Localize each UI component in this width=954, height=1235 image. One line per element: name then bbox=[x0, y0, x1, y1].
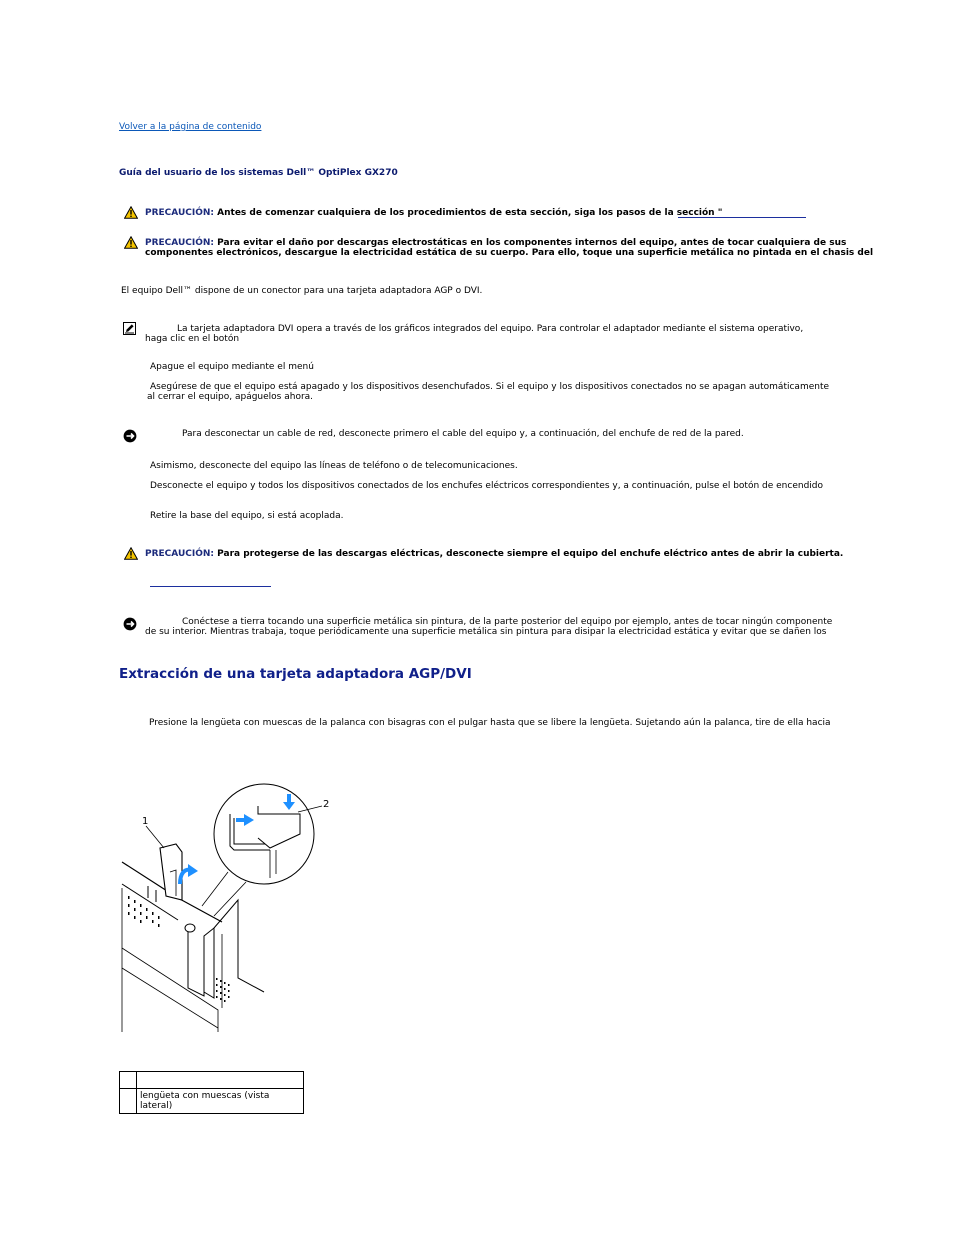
figure-legend-table bbox=[119, 1071, 304, 1114]
callout-2: 2 bbox=[323, 799, 330, 810]
open-cover-link-underline[interactable] bbox=[150, 586, 271, 587]
table-row bbox=[120, 1072, 304, 1089]
legend-number bbox=[120, 1089, 137, 1114]
caution-label: PRECAUCIÓN: bbox=[145, 549, 215, 559]
caution-icon bbox=[124, 236, 138, 249]
caution-icon bbox=[124, 206, 138, 219]
table-row bbox=[120, 1089, 304, 1114]
notice-network-cable: Para desconectar un cable de red, desconecte primero el cable del equipo y, a continuación, del enchufe de red de la pared. bbox=[182, 429, 744, 439]
step-disconnect-phone: Asimismo, desconecte del equipo las líneas de teléfono o de telecomunicaciones. bbox=[150, 461, 518, 471]
notice-icon bbox=[123, 617, 137, 631]
document-title: Guía del usuario de los sistemas Dell™ OptiPlex GX270 bbox=[119, 168, 398, 178]
back-to-contents-link[interactable]: Volver a la página de contenido bbox=[119, 122, 262, 132]
legend-label: lengüeta con muescas (vista lateral) bbox=[137, 1089, 304, 1114]
step-verify-off-line-2: al cerrar el equipo, apáguelos ahora. bbox=[147, 392, 314, 402]
caution-2-line-1 bbox=[145, 238, 846, 248]
notice-ground-line-2: de su interior. Mientras trabaja, toque periódicamente una superficie metálica sin pintura para disipar la electricidad estática y evitar que se dañen los bbox=[145, 627, 827, 637]
note-line-1: La tarjeta adaptadora DVI opera a través de los gráficos integrados del equipo. Para controlar el adaptador mediante el sistema operativo, bbox=[177, 324, 804, 334]
caution-3-text bbox=[145, 549, 843, 559]
caution-icon bbox=[124, 547, 138, 560]
caution-body: Para evitar el daño por descargas electrostáticas en los componentes internos del equipo, antes de tocar cualquiera de sus bbox=[217, 238, 847, 248]
legend-number bbox=[120, 1072, 137, 1089]
caution-1-link-underline[interactable] bbox=[678, 217, 806, 218]
notice-ground-line-1: Conéctese a tierra tocando una superficie metálica sin pintura, de la parte posterior del equipo por ejemplo, antes de tocar ningún componente bbox=[182, 617, 833, 627]
note-pencil-icon bbox=[123, 322, 136, 335]
caution-body: Antes de comenzar cualquiera de los procedimientos de esta sección, siga los pasos de la sección " bbox=[217, 208, 723, 218]
caution-2-line-2: componentes electrónicos, descargue la electricidad estática de su cuerpo. Para ello, toque una superficie metálica no pintada en el chasis del bbox=[145, 248, 874, 258]
caution-1-text bbox=[145, 208, 722, 218]
notice-icon bbox=[123, 429, 137, 443]
section-heading: Extracción de una tarjeta adaptadora AGP/DVI bbox=[119, 666, 472, 682]
caution-body: Para protegerse de las descargas eléctricas, desconecte siempre el equipo del enchufe eléctrico antes de abrir la cubierta. bbox=[217, 549, 844, 559]
caution-label: PRECAUCIÓN: bbox=[145, 208, 215, 218]
step-remove-stand: Retire la base del equipo, si está acoplada. bbox=[150, 511, 344, 521]
removal-step: Presione la lengüeta con muescas de la palanca con bisagras con el pulgar hasta que se libere la lengüeta. Sujetando aún la palanca, tire de ella hacia bbox=[149, 718, 831, 728]
step-shutdown: Apague el equipo mediante el menú bbox=[150, 362, 314, 372]
step-verify-off-line-1: Asegúrese de que el equipo está apagado y los dispositivos desenchufados. Si el equipo y los dispositivos conectados no se apagan automáticamente bbox=[150, 382, 830, 392]
callout-1: 1 bbox=[142, 816, 149, 827]
step-unplug: Desconecte el equipo y todos los dispositivos conectados de los enchufes eléctricos correspondientes y, a continuación, pulse el botón de encendido bbox=[150, 481, 823, 491]
agp-card-removal-illustration bbox=[118, 778, 334, 1032]
intro-paragraph: El equipo Dell™ dispone de un conector para una tarjeta adaptadora AGP o DVI. bbox=[121, 286, 483, 296]
caution-label: PRECAUCIÓN: bbox=[145, 238, 215, 248]
legend-label bbox=[137, 1072, 304, 1089]
note-line-2: haga clic en el botón bbox=[145, 334, 240, 344]
